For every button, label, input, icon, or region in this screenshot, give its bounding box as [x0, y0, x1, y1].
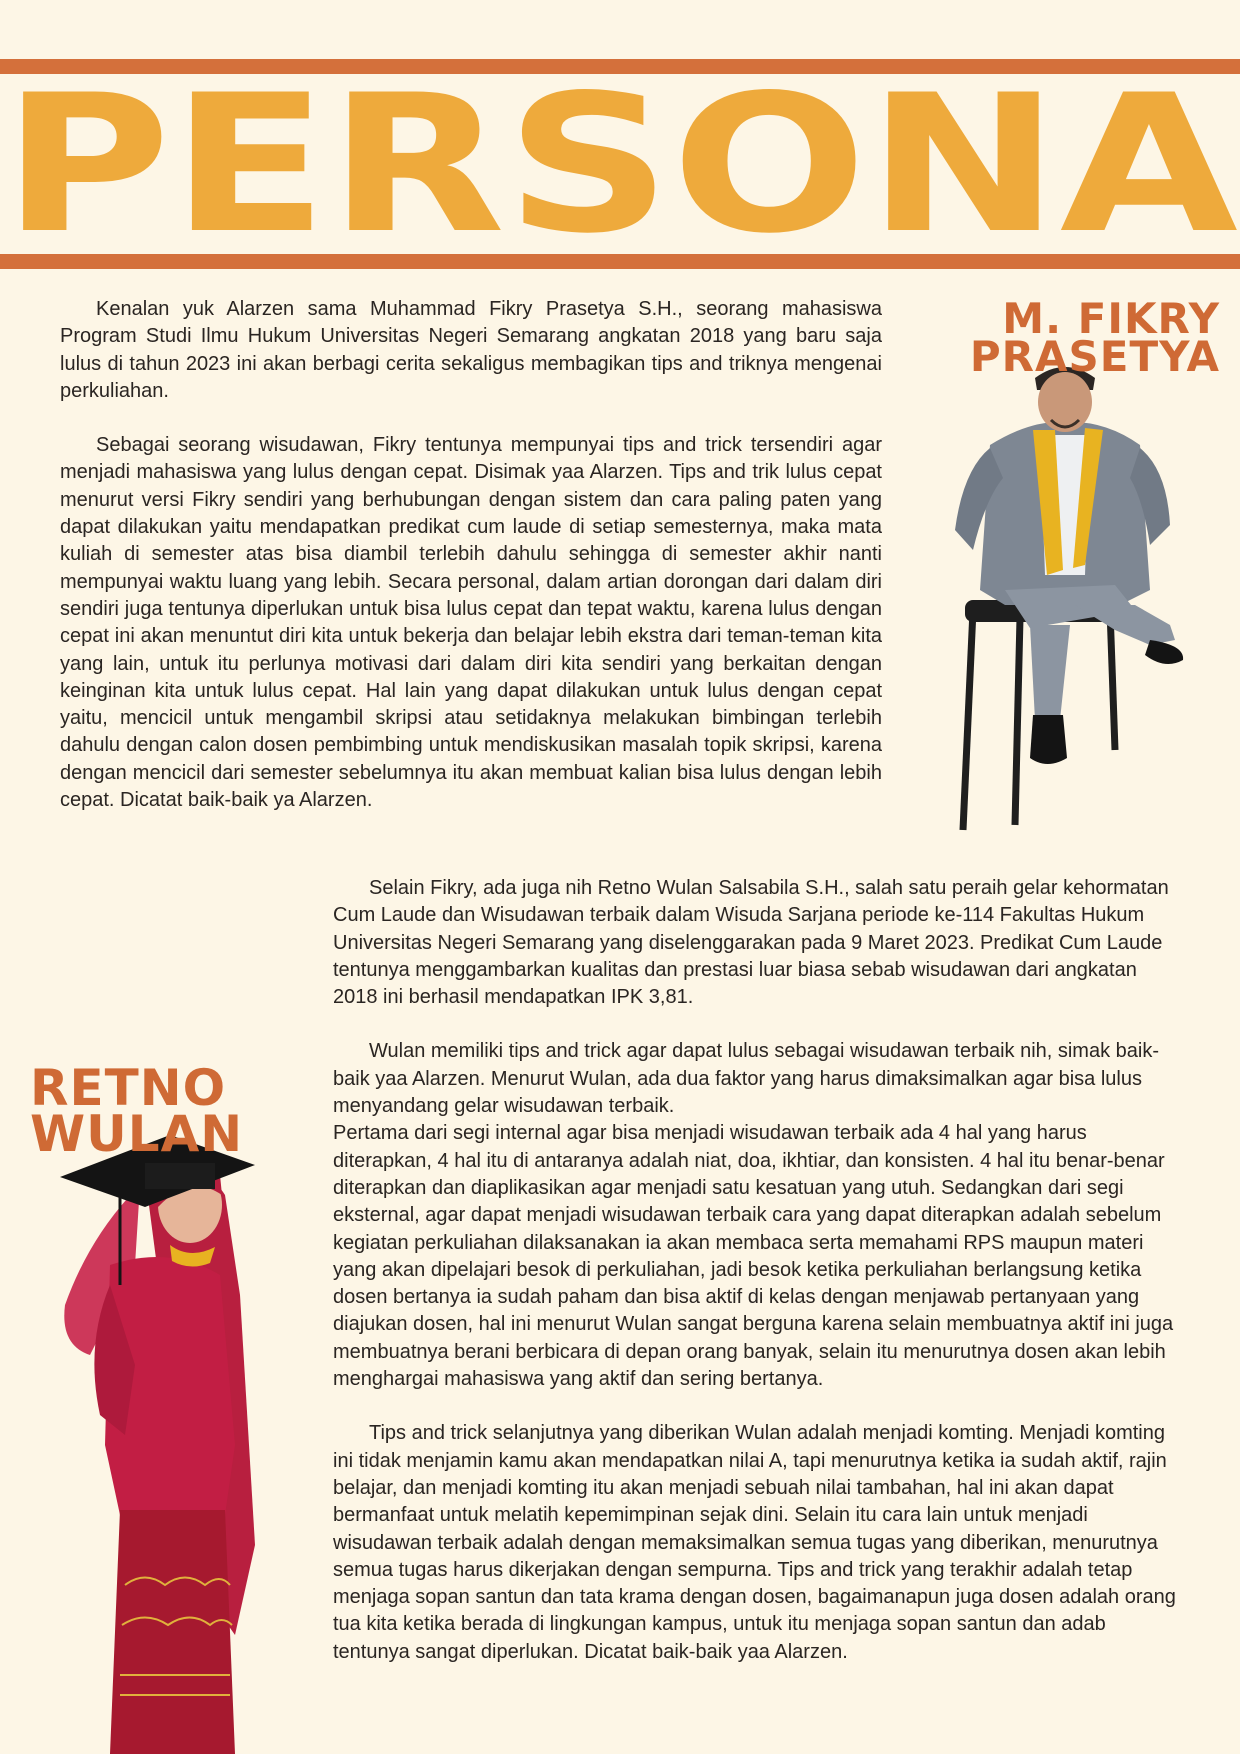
paragraph: Kenalan yuk Alarzen sama Muhammad Fikry Prasetya S.H., seorang mahasiswa Program Studi Ilmu Hukum Universitas Negeri Semarang angkatan 2018 yang baru saja lulus di tahun 2023 ini akan berbagi cerita sekaligus membagikan tips and triknya mengenai perkuliahan. — [60, 298, 882, 402]
paragraph: Selain Fikry, ada juga nih Retno Wulan Salsabila S.H., salah satu peraih gelar kehormatan Cum Laude dan Wisudawan terbaik dalam Wisuda Sarjana periode ke-114 Fakultas Hukum Universitas Negeri Semarang yang diselenggarakan pada 9 Maret 2023. Predikat Cum Laude tentunya menggambarkan kualitas dan prestasi luar biasa sebab wisudawan dari angkatan 2018 ini berhasil mendapatkan IPK 3,81. — [333, 877, 1169, 1009]
name-heading-fikry — [920, 294, 1220, 381]
name-line: WULAN — [30, 1105, 244, 1163]
article-retno — [333, 875, 1183, 1666]
photo-retno-wulan — [50, 1115, 310, 1754]
paragraph: Pertama dari segi internal agar bisa menjadi wisudawan terbaik ada 4 hal yang harus diterapkan, 4 hal itu di antaranya adalah niat, doa, ikhtiar, dan konsisten. 4 hal itu benar-benar diterapkan dan diaplikasikan agar menjadi satu kesatuan yang utuh. Sedangkan dari segi eksternal, agar dapat menjadi wisudawan terbaik cara yang dapat diterapkan adalah sebelum kegiatan perkuliahan dilaksanakan ia akan membaca serta memahami RPS maupun materi yang akan dipelajari besok di perkuliahan, jadi besok ketika perkuliahan berlangsung ketika dosen bertanya ia sudah paham dan bisa aktif di kelas dengan menjawab pertanyaan yang diajukan dosen, hal ini menurut Wulan sangat berguna karena selain membuatnya aktif ini juga membuatnya berani berbicara di depan orang banyak, selain itu menurutnya dosen akan lebih menghargai mahasiswa yang aktif dan sering bertanya. — [333, 1122, 1174, 1391]
paragraph: Wulan memiliki tips and trick agar dapat lulus sebagai wisudawan terbaik nih, simak baik-baik yaa Alarzen. Menurut Wulan, ada dua faktor yang harus dimaksimalkan agar bisa lulus menyandang gelar wisudawan terbaik. — [333, 1040, 1159, 1118]
top-rule — [0, 59, 1240, 74]
name-line: RETNO — [30, 1059, 227, 1117]
name-heading-retno — [30, 1059, 300, 1163]
paragraph: Sebagai seorang wisudawan, Fikry tentunya mempunyai tips and trick tersendiri agar menjadi mahasiswa yang lulus dengan cepat. Disimak yaa Alarzen. Tips and trik lulus cepat menurut versi Fikry sendiri yang berhubungan dengan sistem dan cara paling paten yang dapat dilakukan yaitu mendapatkan predikat cum laude di setiap semesternya, maka mata kuliah di semester atas bisa diambil terlebih dahulu sehingga di semester akhir nanti mempunyai waktu luang yang lebih. Secara personal, dalam artian dorongan dari dalam diri sendiri juga tentunya diperlukan untuk bisa lulus cepat dan tepat waktu, karena lulus dengan cepat ini akan menuntut diri kita untuk bekerja dan belajar lebih ekstra dari teman-teman kita yang lain, untuk itu perlunya motivasi dari dalam diri kita sendiri yang berkaitan dengan keinginan kita untuk lulus cepat. Hal lain yang dapat dilakukan untuk lulus dengan cepat yaitu, mencicil untuk mengambil skripsi atau setidaknya melakukan bimbingan terlebih dahulu dengan calon dosen pembimbing untuk mendiskusikan masalah topik skripsi, karena dengan mencicil dari semester sebelumnya itu akan membuat kalian bisa lulus dengan lebih cepat. Dicatat baik-baik ya Alarzen. — [60, 434, 882, 812]
article-fikry — [60, 296, 882, 814]
name-line: PRASETYA — [969, 332, 1220, 381]
masthead-title-text: PERSONA — [2, 80, 1238, 240]
name-line: M. FIKRY — [1002, 294, 1220, 343]
paragraph: Tips and trick selanjutnya yang diberikan Wulan adalah menjadi komting. Menjadi komting ini tidak menjamin kamu akan mendapatkan nilai A, tapi menurutnya ketika ia sudah aktif, rajin belajar, dan menjadi komting itu akan menjadi sebuah nilai tambahan, hal ini akan dapat bermanfaat untuk melatih kepemimpinan sejak dini. Selain itu cara lain untuk menjadi wisudawan terbaik adalah dengan memaksimalkan semua tugas yang diberikan, menurutnya semua tugas harus dikerjakan dengan sempurna. Tips and trick yang terakhir adalah tetap menjaga sopan santun dan tata krama dengan dosen, bagaimanapun juga dosen adalah orang tua kita ketika berada di lingkungan kampus, untuk itu menjaga sopan santun dan adab tentunya sangat diperlukan. Dicatat baik-baik yaa Alarzen. — [333, 1422, 1176, 1663]
masthead-title — [0, 80, 1240, 240]
photo-fikry-prasetya — [935, 360, 1195, 880]
bottom-rule — [0, 254, 1240, 269]
